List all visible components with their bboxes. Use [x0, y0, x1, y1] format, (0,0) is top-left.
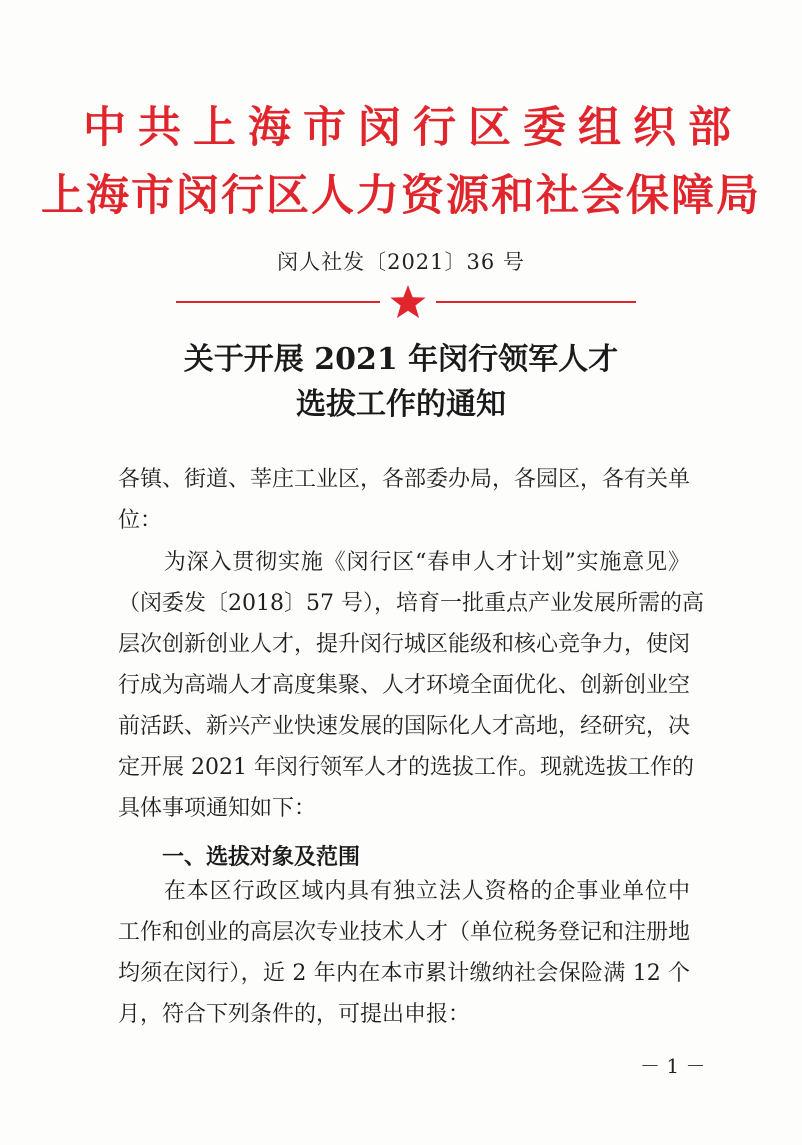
issuer-line-2: 上海市闵行区人力资源和社会保障局	[41, 171, 761, 221]
addressee-line-2: 位：	[118, 508, 163, 533]
divider-right	[436, 301, 636, 303]
page-number: － 1 －	[640, 1054, 706, 1078]
addressee-line-1: 各镇、街道、莘庄工业区，各部委办局，各园区，各有关单	[118, 467, 691, 492]
issuer-line-1: 中共上海市闵行区委组织部	[83, 103, 743, 153]
document-number: 闵人社发〔2021〕36 号	[277, 250, 525, 274]
star-icon	[388, 282, 428, 322]
paragraph-line: 前活跃、新兴产业快速发展的国际化人才高地，经研究，决	[118, 714, 691, 739]
paragraph-line: 具体事项通知如下：	[118, 796, 317, 821]
document-title-line-1: 关于开展 2021 年闵行领军人才	[183, 342, 619, 377]
paragraph-line: 在本区行政区域内具有独立法人资格的企事业单位中	[118, 879, 690, 904]
paragraph-line: 定开展 2021 年闵行领军人才的选拔工作。现就选拔工作的	[118, 755, 694, 780]
paragraph-line: 月，符合下列条件的，可提出申报：	[118, 1002, 471, 1027]
paragraph-line: 行成为高端人才高度集聚、人才环境全面优化、创新创业空	[118, 673, 691, 698]
paragraph-line: 工作和创业的高层次专业技术人才（单位税务登记和注册地	[118, 920, 691, 945]
paragraph-line: 层次创新创业人才，提升闵行城区能级和核心竞争力，使闵	[118, 632, 691, 657]
paragraph-line: 均须在闵行），近 2 年内在本市累计缴纳社会保险满 12 个	[118, 961, 690, 986]
section-heading: 一、选拔对象及范围	[162, 844, 361, 870]
document-title-line-2: 选拔工作的通知	[296, 387, 506, 422]
divider-left	[176, 301, 380, 303]
paragraph-line: 为深入贯彻实施《闵行区“春申人才计划”实施意见》	[118, 550, 690, 575]
paragraph-line: （闵委发〔2018〕57 号），培育一批重点产业发展所需的高	[118, 591, 704, 616]
